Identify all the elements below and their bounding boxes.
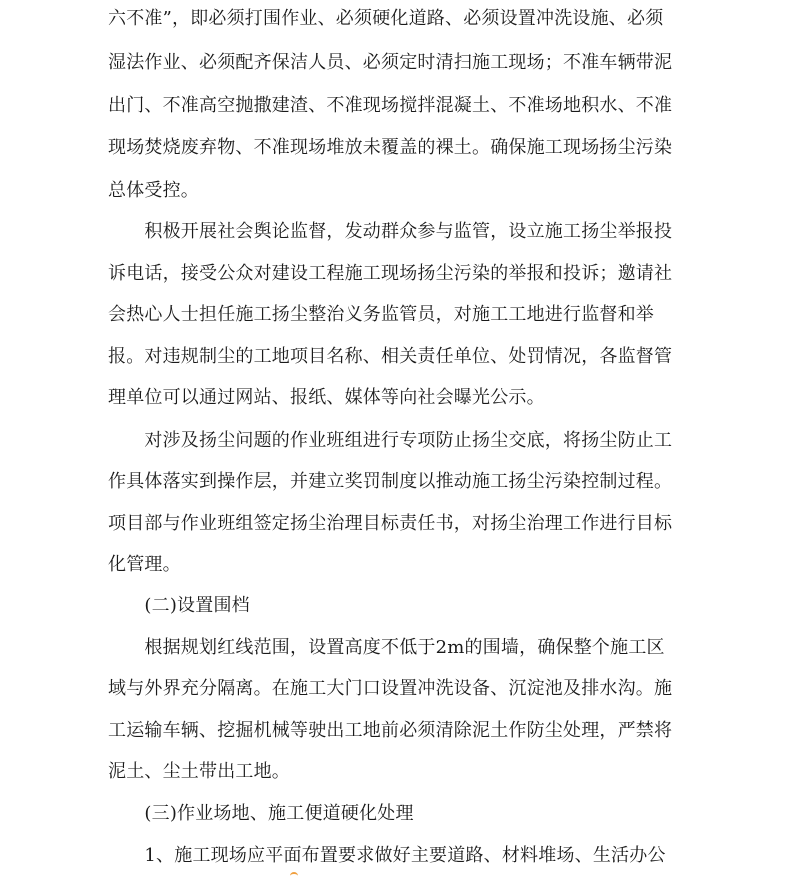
text-line: 项目部与作业班组签定扬尘治理目标责任书，对扬尘治理工作进行目标 <box>108 513 673 534</box>
decorative-mark <box>290 872 298 880</box>
text-line: 现场焚烧废弃物、不准现场堆放未覆盖的裸土。确保施工现场扬尘污染 <box>108 137 673 158</box>
text-line: 报。对违规制尘的工地项目名称、相关责任单位、处罚情况，各监督管 <box>108 346 673 367</box>
text-line: 工运输车辆、挖掘机械等驶出工地前必须清除泥土作防尘处理，严禁将 <box>108 720 673 741</box>
text-line: 出门、不准高空抛撒建渣、不准现场搅拌混凝土、不准场地积水、不准 <box>108 95 673 116</box>
text-line: 根据规划红线范围，设置高度不低于2m的围墙，确保整个施工区 <box>108 637 665 658</box>
text-line: 六不准”，即必须打围作业、必须硬化道路、必须设置冲洗设施、必须 <box>108 8 664 29</box>
section-heading: (二)设置围档 <box>108 595 250 616</box>
text-line: 域与外界充分隔离。在施工大门口设置冲洗设备、沉淀池及排水沟。施 <box>108 678 673 699</box>
text-line: 作具体落实到操作层，并建立奖罚制度以推动施工扬尘污染控制过程。 <box>108 471 673 492</box>
text-line: 理单位可以通过网站、报纸、媒体等向社会曝光公示。 <box>108 387 545 408</box>
text-line: 泥土、尘土带出工地。 <box>108 761 290 782</box>
text-line: 化管理。 <box>108 554 181 575</box>
section-heading: (三)作业场地、施工便道硬化处理 <box>108 803 414 824</box>
text-line: 会热心人士担任施工扬尘整治义务监管员，对施工工地进行监督和举 <box>108 304 654 325</box>
text-line: 湿法作业、必须配齐保洁人员、必须定时清扫施工现场；不准车辆带泥 <box>108 52 673 73</box>
text-line: 总体受控。 <box>108 180 199 201</box>
text-line: 诉电话，接受公众对建设工程施工现场扬尘污染的举报和投诉；邀请社 <box>108 263 673 284</box>
text-line: 1、施工现场应平面布置要求做好主要道路、材料堆场、生活办公 <box>108 845 666 866</box>
text-line: 积极开展社会舆论监督，发动群众参与监管，设立施工扬尘举报投 <box>108 221 673 242</box>
text-line: 对涉及扬尘问题的作业班组进行专项防止扬尘交底，将扬尘防止工 <box>108 430 673 451</box>
